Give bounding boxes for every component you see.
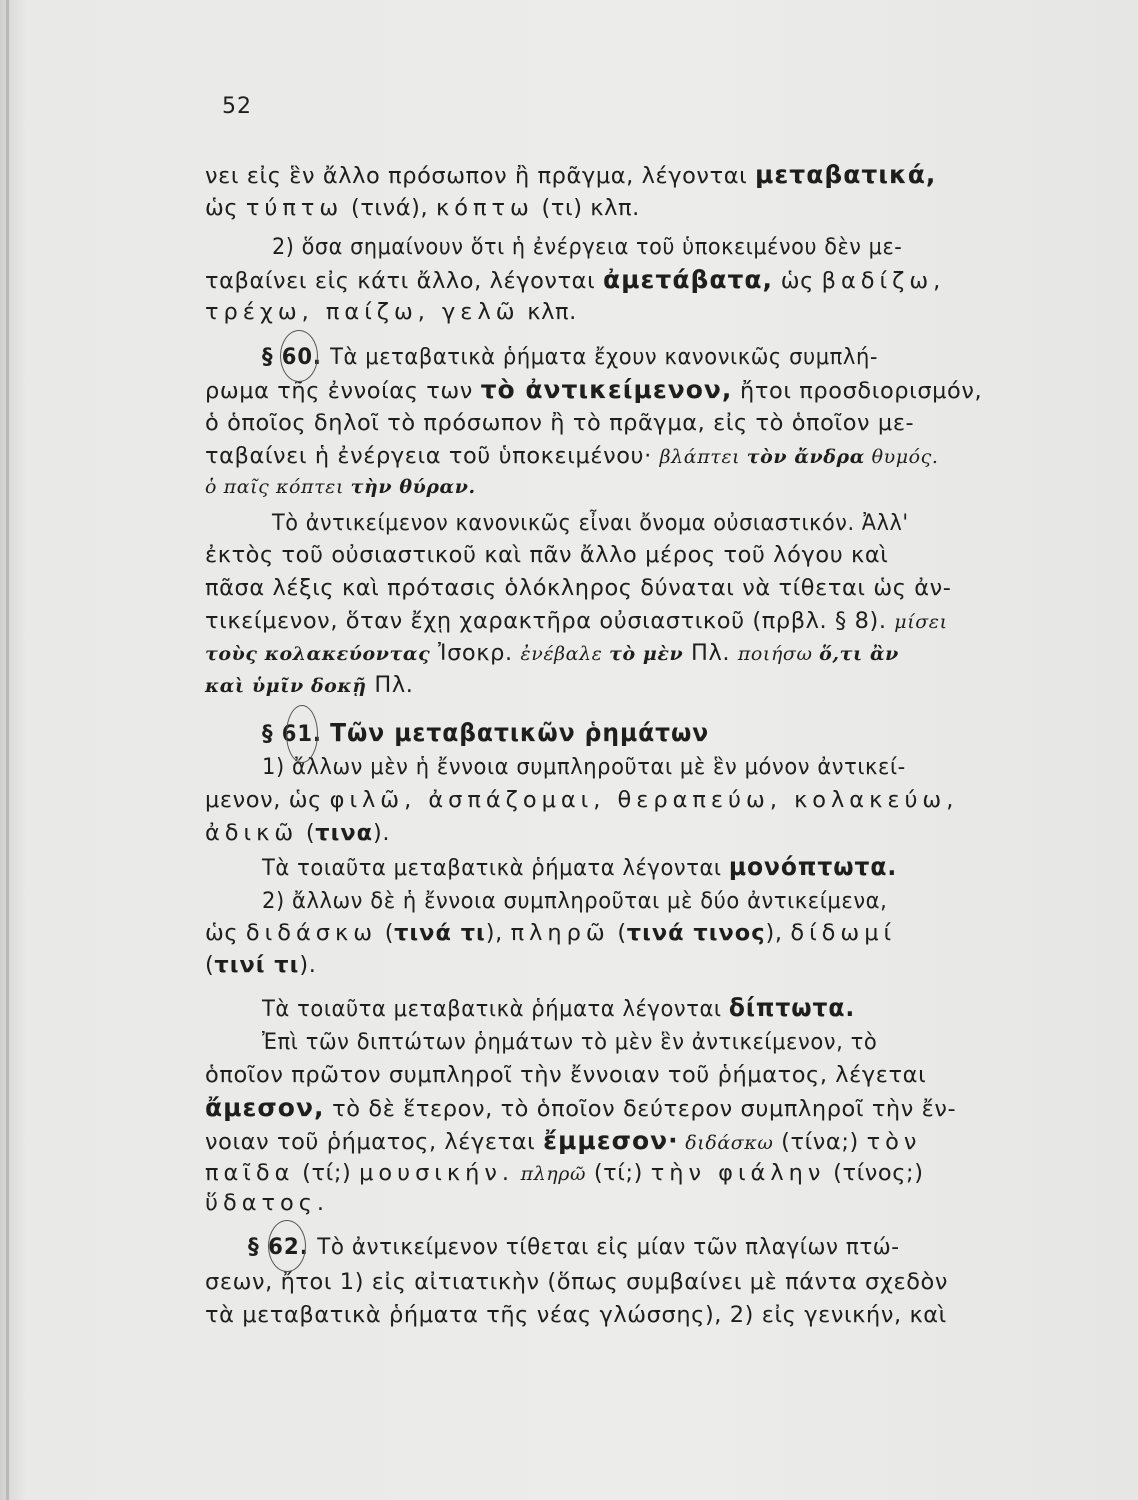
example-italic: πληρῶ bbox=[514, 1163, 587, 1185]
pencil-circle-mark bbox=[268, 1220, 306, 1272]
bold-term: τινα bbox=[315, 820, 374, 846]
text-span: Τὰ τοιαῦτα μεταβατικὰ ῥήματα λέγονται bbox=[262, 996, 729, 1022]
text-span: 2) ὅσα σημαίνουν ὅτι ἡ ἐνέργεια τοῦ ὑποκειμένου δὲν με- bbox=[272, 234, 903, 260]
text-span: Τὸ ἀντικείμενον κανονικῶς εἶναι ὄνομα οὐσιαστικόν. Ἀλλ' bbox=[272, 510, 909, 536]
bold-term: τινά τινος bbox=[626, 920, 766, 946]
spaced-term: δίδωμί bbox=[790, 920, 897, 946]
text-span: ( bbox=[205, 952, 215, 978]
text-span: νει εἰς ἓν ἄλλο πρόσωπον ἢ πρᾶγμα, λέγονται bbox=[205, 163, 756, 189]
text-span: ). bbox=[299, 952, 317, 978]
text-line bbox=[205, 606, 1128, 637]
example-italic: βλάπτει bbox=[659, 446, 747, 468]
section-mark: § 61. bbox=[262, 721, 331, 747]
text-span: (τινά), bbox=[343, 195, 437, 221]
text-line bbox=[205, 1300, 1128, 1330]
example-bold: τὸ μὲν bbox=[609, 643, 684, 665]
text-span: ὡς bbox=[205, 920, 246, 946]
text-span: (τι) κλπ. bbox=[533, 195, 640, 221]
example-italic: μίσει bbox=[894, 611, 948, 633]
page-number: 52 bbox=[222, 94, 252, 119]
text-line bbox=[205, 1060, 1128, 1090]
text-span: μενον, ὡς bbox=[205, 787, 330, 813]
text-span: Ἰσοκρ. bbox=[430, 640, 521, 666]
bold-term: ἄμεσον, bbox=[205, 1093, 325, 1122]
text-span: 1) ἄλλων μὲν ἡ ἔννοια συμπληροῦται μὲ ἓν μόνον ἀντικεί- bbox=[262, 754, 906, 780]
example-italic: ποιήσω bbox=[737, 643, 820, 665]
text-span: ), bbox=[765, 920, 791, 946]
section-61-heading bbox=[262, 718, 1128, 749]
text-line bbox=[262, 852, 1128, 883]
text-span: τὸ δὲ ἕτερον, τὸ ὁποῖον δεύτερον συμπληροῖ τὴν ἔν- bbox=[324, 1096, 957, 1122]
section-60-heading bbox=[262, 342, 1128, 372]
spaced-term: διδάσκω bbox=[245, 920, 377, 946]
text-line bbox=[262, 752, 1128, 782]
page-edge bbox=[6, 0, 9, 1500]
text-line bbox=[262, 993, 1128, 1024]
text-line bbox=[205, 375, 1128, 406]
bold-term: ἔμμεσον· bbox=[543, 1126, 679, 1155]
example-bold: καὶ ὑμῖν δοκῇ bbox=[205, 675, 367, 697]
text-line bbox=[205, 1188, 1128, 1218]
text-line bbox=[262, 1027, 1128, 1057]
example-bold: τὴν θύραν. bbox=[350, 476, 476, 498]
bold-term: μονόπτωτα. bbox=[728, 852, 898, 881]
text-span: ταβαίνει εἰς κάτι ἄλλο, λέγονται bbox=[205, 268, 604, 294]
text-line bbox=[205, 818, 1128, 848]
text-span: (τί;) bbox=[294, 1160, 360, 1186]
section-mark: § 62. bbox=[248, 1234, 318, 1260]
example-italic: ὁ παῖς κόπτει bbox=[205, 476, 351, 498]
spaced-term: τὴν φιάλην bbox=[650, 1160, 826, 1186]
text-span: Τὰ τοιαῦτα μεταβατικὰ ῥήματα λέγονται bbox=[262, 855, 729, 881]
text-span: Τὰ μεταβατικὰ ῥήματα ἔχουν κανονικῶς συμπλή- bbox=[330, 344, 879, 370]
spaced-term: ἀδικῶ bbox=[205, 820, 299, 846]
text-span: Πλ. bbox=[366, 672, 414, 698]
text-span: πᾶσα λέξις καὶ πρότασις ὁλόκληρος δύναται νὰ τίθεται ὡς ἀν- bbox=[205, 575, 952, 601]
text-span: κλπ. bbox=[519, 299, 577, 325]
text-line bbox=[205, 408, 1128, 438]
text-span: Πλ. bbox=[683, 640, 738, 666]
text-span: (τίνα;) bbox=[773, 1129, 867, 1155]
text-span: νοιαν τοῦ ῥήματος, λέγεται bbox=[205, 1129, 544, 1155]
section-title: Τῶν μεταβατικῶν ῥημάτων bbox=[330, 718, 710, 747]
text-line bbox=[272, 232, 1128, 262]
bold-term: τινί τι bbox=[214, 952, 300, 978]
text-line bbox=[205, 471, 1128, 502]
text-span: 2) ἄλλων δὲ ἡ ἔννοια συμπληροῦται μὲ δύο ἀντικείμενα, bbox=[262, 888, 888, 914]
text-line bbox=[205, 1158, 1128, 1189]
text-span: Τὸ ἀντικείμενον τίθεται εἰς μίαν τῶν πλαγίων πτώ- bbox=[317, 1234, 900, 1260]
text-line bbox=[205, 160, 1128, 191]
text-span: (τί;) bbox=[586, 1160, 651, 1186]
spaced-term: πληρῶ bbox=[510, 920, 610, 946]
text-line bbox=[272, 508, 1128, 538]
text-span: (τίνος;) bbox=[825, 1160, 924, 1186]
text-span: ὁ ὁποῖος δηλοῖ τὸ πρόσωπον ἢ τὸ πρᾶγμα, εἰς τὸ ὁποῖον με- bbox=[205, 410, 915, 436]
example-italic: ἐνέβαλε bbox=[520, 643, 610, 665]
text-span: ρωμα τῆς ἐννοίας των bbox=[205, 378, 481, 404]
text-span: σεων, ἤτοι 1) εἰς αἰτιατικὴν (ὅπως συμβαίνει μὲ πάντα σχεδὸν bbox=[205, 1269, 949, 1295]
example-italic: διδάσκω bbox=[678, 1132, 774, 1154]
example-italic: θυμός. bbox=[864, 446, 939, 468]
text-span: τὰ μεταβατικὰ ῥήματα τῆς νέας γλώσσης), 2) εἰς γενικήν, καὶ bbox=[205, 1302, 947, 1328]
spaced-term: μουσικήν. bbox=[359, 1160, 515, 1186]
bold-term: μεταβατικά, bbox=[755, 160, 937, 189]
example-bold: τοὺς κολακεύοντας bbox=[205, 643, 431, 665]
text-line bbox=[205, 540, 1128, 570]
text-span: ( bbox=[609, 920, 627, 946]
text-line bbox=[205, 638, 1128, 669]
example-bold: ὅ,τι ἂν bbox=[819, 643, 899, 665]
pencil-circle-mark bbox=[286, 705, 318, 763]
text-line bbox=[205, 265, 1128, 296]
text-line bbox=[205, 297, 1128, 327]
text-line bbox=[205, 918, 1128, 948]
example-bold: τὸν ἄνδρα bbox=[746, 446, 865, 468]
spaced-term: ὕδατος. bbox=[205, 1190, 330, 1216]
spaced-term: βαδίζω, bbox=[821, 268, 946, 294]
spaced-term: φιλῶ, ἀσπάζομαι, θεραπεύω, κολακεύω, bbox=[329, 787, 959, 813]
text-span: τικείμενον, ὅταν ἔχῃ χαρακτῆρα οὐσιαστικοῦ (πρβλ. § 8). bbox=[205, 608, 895, 634]
section-mark: § 60. bbox=[262, 344, 331, 370]
text-span: ὡς bbox=[773, 268, 822, 294]
text-line bbox=[205, 1267, 1128, 1297]
bold-term: ἀμετάβατα, bbox=[603, 265, 774, 294]
text-line bbox=[205, 785, 1128, 815]
text-line bbox=[205, 573, 1128, 603]
text-span: ταβαίνει ἡ ἐνέργεια τοῦ ὑποκειμένου· bbox=[205, 443, 660, 469]
bold-term: δίπτωτα. bbox=[728, 993, 856, 1022]
text-span: ). bbox=[373, 820, 391, 846]
pencil-circle-mark bbox=[280, 330, 318, 382]
text-span: ἤτοι προσδιορισμόν, bbox=[732, 378, 983, 404]
text-line bbox=[262, 886, 1128, 916]
text-line bbox=[205, 1093, 1128, 1124]
spaced-term: κόπτω bbox=[436, 195, 534, 221]
spaced-term: τρέχω, παίζω, γελῶ bbox=[205, 299, 520, 325]
text-span: ( bbox=[298, 820, 316, 846]
bold-term: τινά τι bbox=[394, 920, 486, 946]
text-line bbox=[205, 670, 1128, 701]
spaced-term: παῖδα bbox=[205, 1160, 295, 1186]
text-span: ( bbox=[376, 920, 395, 946]
text-span: ), bbox=[485, 920, 511, 946]
bold-term: τὸ ἀντικείμενον, bbox=[480, 375, 733, 404]
text-line bbox=[205, 193, 1128, 223]
text-line bbox=[205, 441, 1128, 472]
spaced-term: τύπτω bbox=[245, 195, 344, 221]
text-line bbox=[205, 950, 1128, 980]
text-span: ὡς bbox=[205, 195, 246, 221]
spaced-term: τὸν bbox=[866, 1129, 922, 1155]
text-line bbox=[205, 1126, 1128, 1158]
text-span: ὁποῖον πρῶτον συμπληροῖ τὴν ἔννοιαν τοῦ ῥήματος, λέγεται bbox=[205, 1062, 927, 1088]
text-span: Ἐπὶ τῶν διπτώτων ῥημάτων τὸ μὲν ἓν ἀντικείμενον, τὸ bbox=[262, 1029, 878, 1055]
text-span: ἐκτὸς τοῦ οὐσιαστικοῦ καὶ πᾶν ἄλλο μέρος τοῦ λόγου καὶ bbox=[205, 542, 889, 568]
section-62-heading bbox=[248, 1232, 1128, 1262]
